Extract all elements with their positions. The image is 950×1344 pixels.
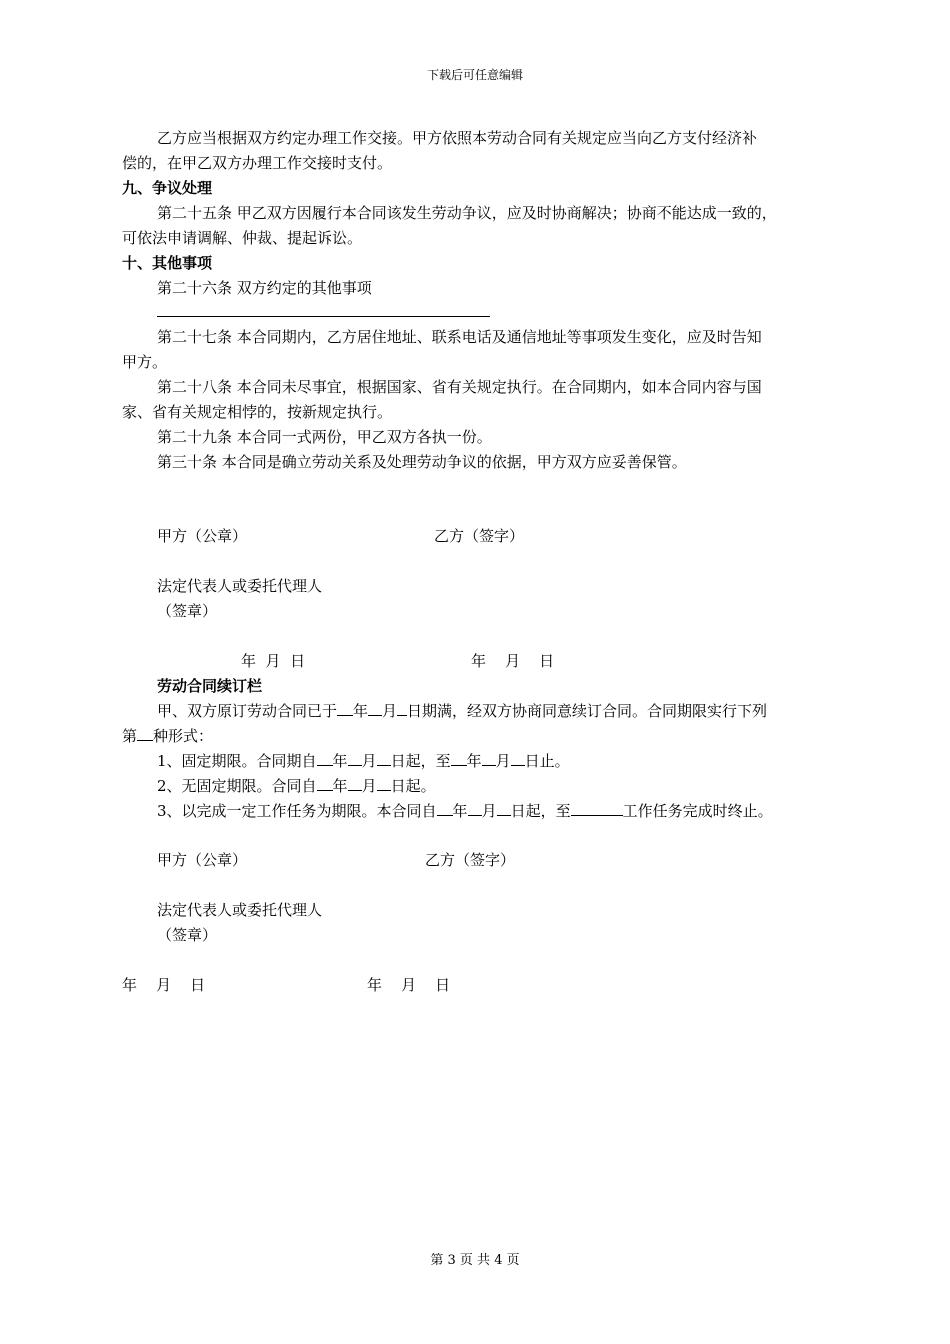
article-25-line2: 可依法申请调解、仲裁、提起诉讼。: [122, 229, 363, 247]
page-header: 下载后可任意编辑: [426, 68, 523, 82]
section-10-title: 十、其他事项: [122, 254, 213, 272]
sign1-seal: （签章）: [157, 602, 218, 620]
article-27-line2: 甲方。: [122, 353, 168, 371]
sign2-date-b: 年 月 日: [367, 976, 451, 994]
blank-day: [497, 801, 511, 816]
article-26: 第二十六条 双方约定的其他事项: [157, 279, 372, 297]
renewal-title: 劳动合同续订栏: [157, 677, 263, 695]
renewal-line1: 甲、双方原订劳动合同已于 年 月 日期满，经双方协商同意续订合同。合同期限实行下列: [157, 702, 768, 720]
blank-day: [377, 751, 391, 766]
article-27-line1: 第二十七条 本合同期内，乙方居住地址、联系电话及通信地址等事项发生变化，应及时告知: [157, 328, 762, 346]
blank-year: [437, 801, 453, 816]
blank-day: [397, 701, 407, 716]
blank-month: [468, 801, 482, 816]
renewal-option-3: 3、以完成一定工作任务为期限。本合同自 年 月 日起，至 工作任务完成时终止。: [157, 802, 773, 820]
article-29: 第二十九条 本合同一式两份，甲乙双方各执一份。: [157, 428, 492, 446]
sign1-party-a: 甲方（公章）: [157, 527, 248, 545]
sign2-party-a: 甲方（公章）: [157, 851, 248, 869]
blank-month: [482, 751, 496, 766]
blank-year: [317, 751, 333, 766]
blank-year: [451, 751, 467, 766]
blank-day: [511, 751, 525, 766]
article-28-line2: 家、省有关规定相悖的，按新规定执行。: [122, 403, 393, 421]
sign1-date-a: 年 月 日: [241, 652, 306, 670]
blank-year: [317, 776, 333, 791]
sign2-party-b: 乙方（签字）: [425, 851, 516, 869]
sign1-date-b: 年 月 日: [471, 652, 555, 670]
blank-line-other-matters: [157, 316, 490, 317]
sign2-seal: （签章）: [157, 926, 218, 944]
article-25-line1: 第二十五条 甲乙双方因履行本合同该发生劳动争议，应及时协商解决；协商不能达成一致的，: [157, 204, 777, 222]
page-footer: 第 3 页 共 4 页: [430, 1253, 520, 1268]
blank-year: [337, 701, 353, 716]
renewal-option-1: 1、固定期限。合同期自 年 月 日起，至 年 月 日止。: [157, 752, 570, 770]
paragraph-handover-line2: 偿的，在甲乙双方办理工作交接时支付。: [122, 154, 393, 172]
sign2-representative: 法定代表人或委托代理人: [157, 901, 323, 919]
renewal-option-2: 2、无固定期限。合同自 年 月 日起。: [157, 777, 436, 795]
article-28-line1: 第二十八条 本合同未尽事宜，根据国家、省有关规定执行。在合同期内，如本合同内容与国: [157, 378, 762, 396]
sign2-date-a: 年 月 日: [122, 976, 206, 994]
blank-month: [368, 701, 382, 716]
sign1-party-b: 乙方（签字）: [434, 527, 525, 545]
blank-month: [348, 751, 362, 766]
paragraph-handover-line1: 乙方应当根据双方约定办理工作交接。甲方依照本劳动合同有关规定应当向乙方支付经济补: [157, 129, 758, 147]
section-9-title: 九、争议处理: [122, 179, 213, 197]
renewal-line2: 第 种形式：: [122, 727, 214, 745]
blank-task: [571, 801, 623, 816]
blank-month: [348, 776, 362, 791]
blank-day: [377, 776, 391, 791]
sign1-representative: 法定代表人或委托代理人: [157, 577, 323, 595]
blank-form-number: [137, 726, 153, 741]
article-30: 第三十条 本合同是确立劳动关系及处理劳动争议的依据，甲方双方应妥善保管。: [157, 453, 687, 471]
